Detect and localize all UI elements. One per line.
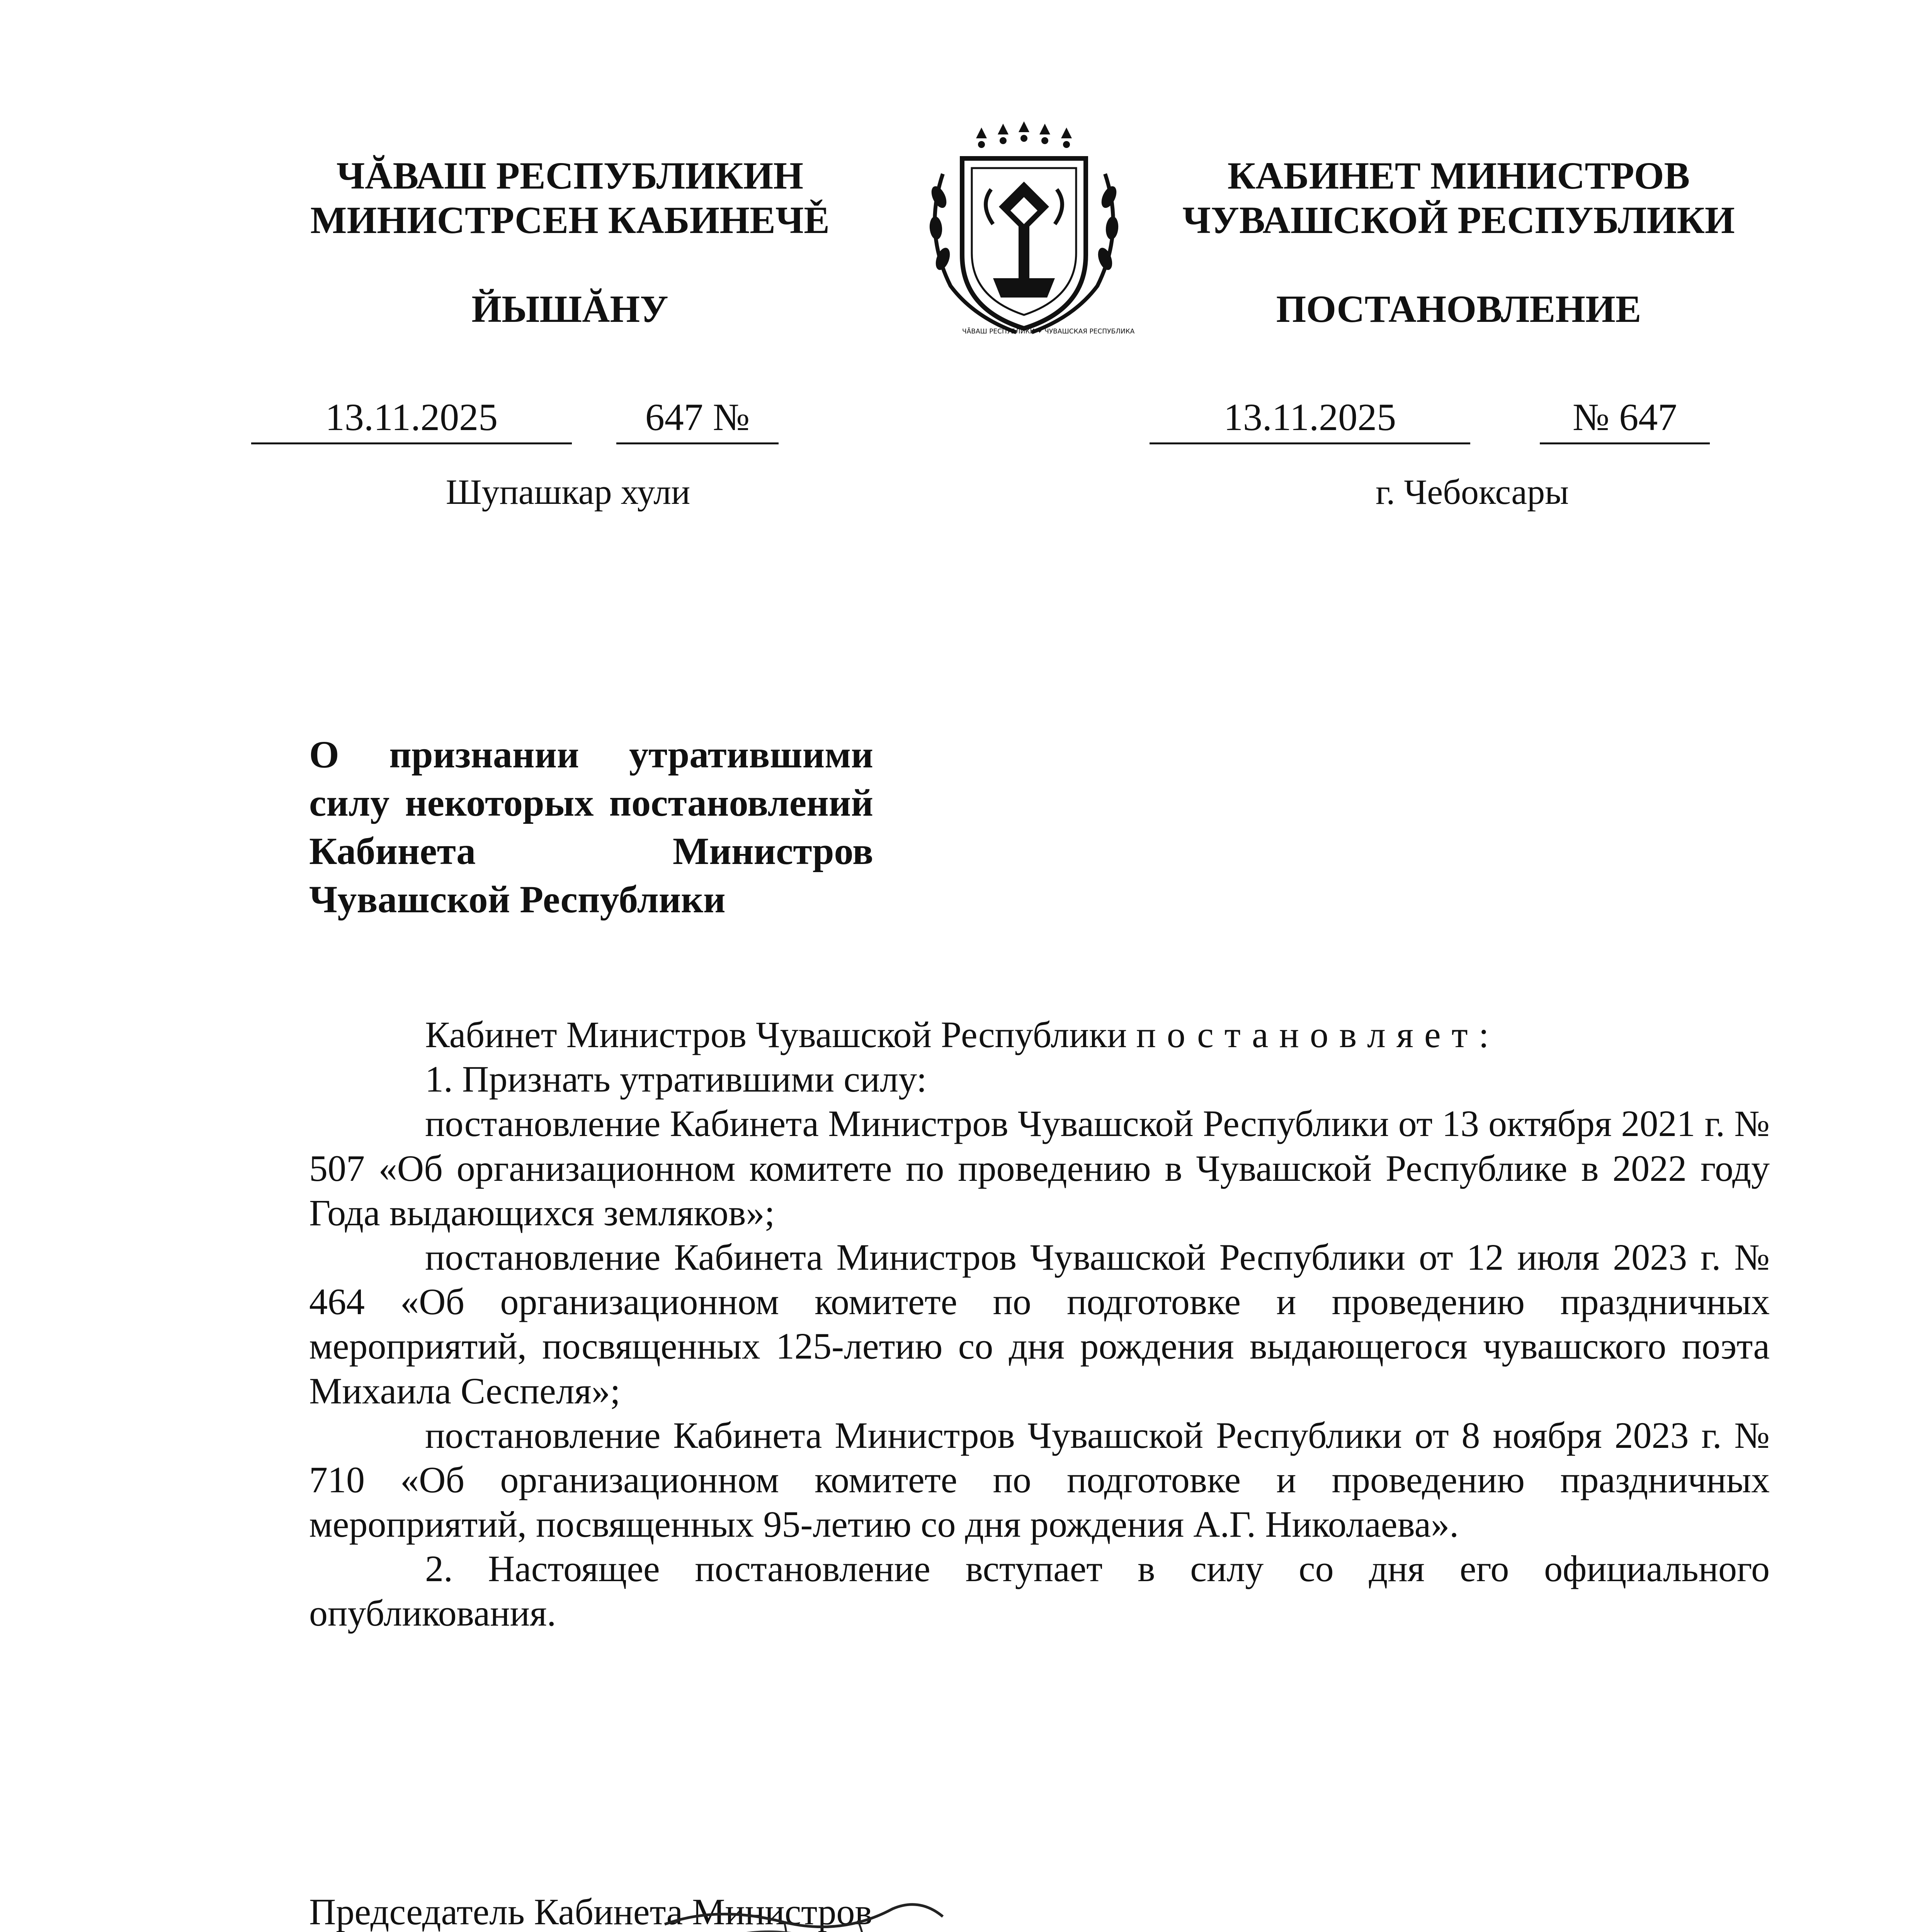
svg-text:Чăваш Республикин Пуçлăхĕн Адм bbox=[595, 1920, 919, 1932]
signature-position-line1: Председатель Кабинета Министров bbox=[309, 1891, 872, 1932]
chuvash-emblem bbox=[916, 116, 1135, 344]
item-1-paragraph-2: постановление Кабинета Министров Чувашской Республики от 12 июля 2023 г. № 464 «Об организационном комитете по подготовке и проведению праздничных мероприятий, посвященных 125-летию со дня рождения выдающегося чувашского поэта Михаила Сеспеля»; bbox=[309, 1236, 1770, 1412]
header-left-line2: МИНИСТРСЕН КАБИНЕЧĚ bbox=[310, 199, 830, 242]
left-date: 13.11.2025 bbox=[251, 396, 572, 444]
item-2: 2. Настоящее постановление вступает в силу со дня его официального опубликования. bbox=[309, 1548, 1770, 1634]
intro-prefix: Кабинет Министров Чувашской Республики bbox=[425, 1014, 1136, 1055]
intro-paragraph bbox=[309, 1012, 1770, 1057]
right-number: № 647 bbox=[1540, 396, 1710, 444]
stamp-outer-text bbox=[595, 1920, 919, 1932]
emblem-graphic bbox=[916, 116, 1135, 344]
header-left-doc-type: ЙЫШĂНУ bbox=[471, 287, 668, 330]
left-number: 647 № bbox=[616, 396, 779, 444]
document-title: О признании утратившими силу некоторых постановлений Кабинета Министров Чувашской Республики bbox=[309, 733, 873, 921]
intro-spaced: постановляет: bbox=[1136, 1014, 1500, 1055]
right-date: 13.11.2025 bbox=[1150, 396, 1470, 444]
document-body bbox=[309, 1012, 1770, 1636]
header-right-line1: КАБИНЕТ МИНИСТРОВ bbox=[1227, 154, 1690, 197]
header-right-doc-type: ПОСТАНОВЛЕНИЕ bbox=[1276, 287, 1641, 330]
item-1-paragraph-3: постановление Кабинета Министров Чувашской Республики от 8 ноября 2023 г. № 710 «Об организационном комитете по подготовке и проведению праздничных мероприятий, посвященных 95-летию со дня рождения А.Г. Николаева». bbox=[309, 1414, 1770, 1545]
header-right-line2: ЧУВАШСКОЙ РЕСПУБЛИКИ bbox=[1182, 199, 1735, 242]
official-stamp bbox=[595, 1920, 943, 1932]
item-1: 1. Признать утратившими силу: bbox=[425, 1058, 927, 1100]
emblem-ribbon-text: ЧĂВАШ РЕСПУБЛИКИ ✦ ЧУВАШСКАЯ РЕСПУБЛИКА bbox=[962, 328, 1135, 335]
item-1-paragraph-1: постановление Кабинета Министров Чувашской Республики от 13 октября 2021 г. № 507 «Об организационном комитете по проведению в Чувашской Республике в 2022 году Года выдающихся земляков»; bbox=[309, 1103, 1770, 1233]
header-left-line1: ЧĂВАШ РЕСПУБЛИКИН bbox=[336, 154, 804, 197]
left-city: Шупашкар хули bbox=[446, 472, 690, 512]
right-city: г. Чебоксары bbox=[1376, 472, 1569, 512]
